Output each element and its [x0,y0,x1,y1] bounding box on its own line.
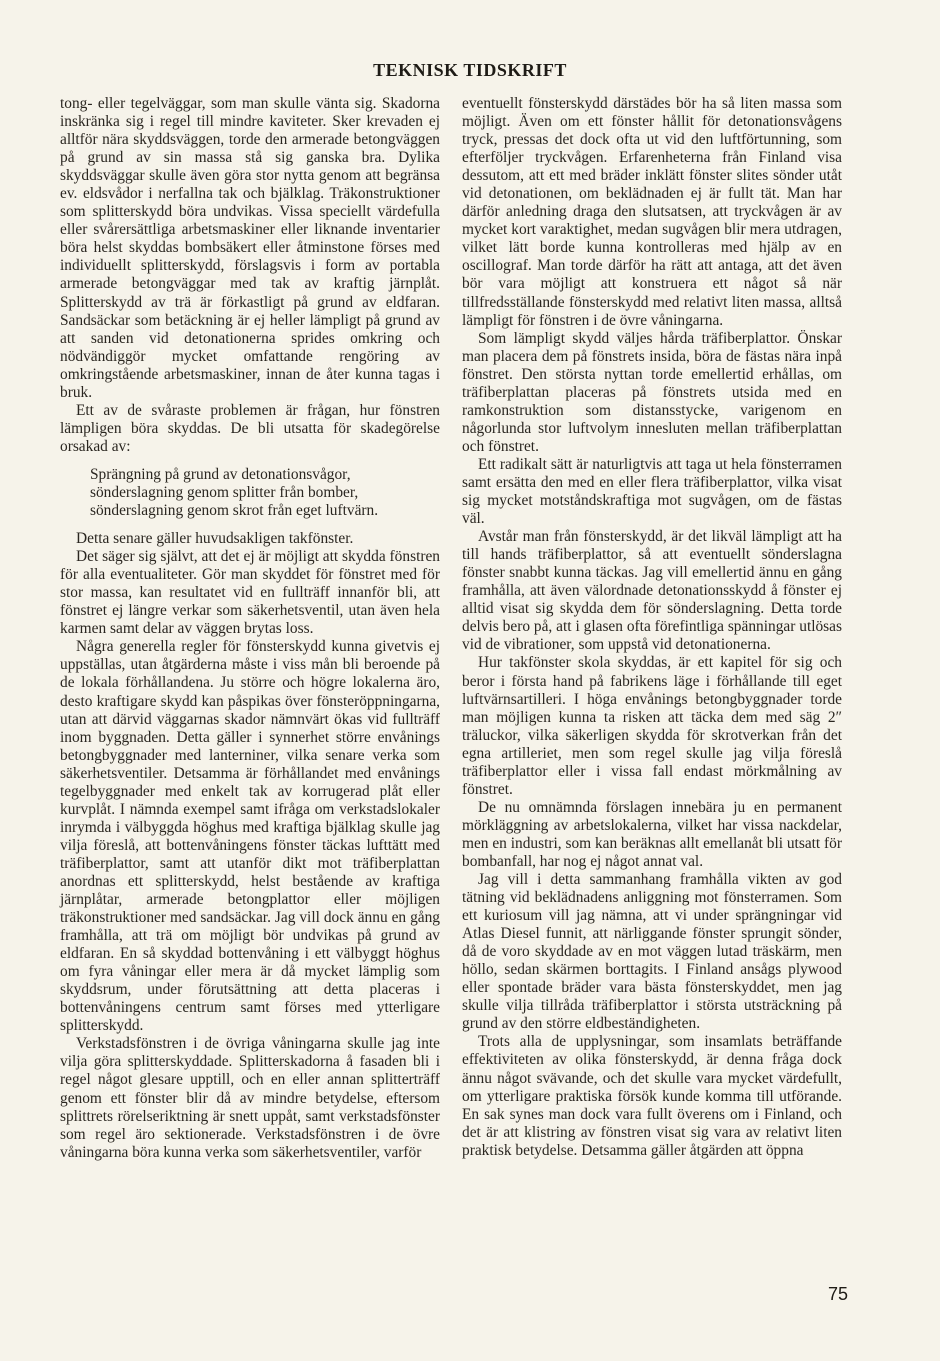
running-head [0,60,940,81]
left-column [60,95,440,1162]
paragraph: Trots alla de upplysningar, som insamlats beträffande effektiviteten av olika fönsterskydd, är denna fråga dock ännu något svävande, och det skulle vara mycket värdefullt, om ytterligare praktiska försök kunde komma till utförande. En sak synes man dock vara fullt överens om i Finland, och det är att klistring av fönstren visat sig vara av relativt liten praktisk betydelse. Detsamma gäller åtgärden att öppna [462,1033,842,1159]
blockquote [90,466,440,520]
quote-line: sönderslagning genom skrot från eget luftvärn. [90,502,379,520]
right-column [462,95,842,1160]
paragraph: Det säger sig självt, att det ej är möjligt att skydda fönstren för alla eventualiteter. Gör man skyddet för fönstret med för stor massa, kan resultatet vid en fullträff innanför bli, att fönstret ej längre verkar som säkerhetsventil, utan även hela karmen samt delar av väggen brytas loss. [60,548,440,638]
page-number: 75 [828,1284,849,1304]
paragraph: Detta senare gäller huvudsakligen takfönster. [76,530,354,548]
paragraph: Ett radikalt sätt är naturligtvis att taga ut hela fönsterramen samt ersätta den med en eller flera träfiberplattor, vilka visat sig mycket motståndskraftiga mot sugvågen, om de fästas väl. [462,455,842,528]
journal-title: TEKNISK TIDSKRIFT [373,60,567,80]
paragraph: Några generella regler för fönsterskydd kunna givetvis ej uppställas, utan åtgärderna måste i viss mån bli beroende på de lokala förhållandena. Ju större och högre lokalerna äro, desto kraftigare skydd kan påspikas över fönsteröppningarna, utan att därvid väggarnas skador nämnvärt ökas vid fullträff inom byggnaden. Detta gäller i synnerhet större envånings betongbyggnader med lanterniner, vilka senare verka som säkerhetsventiler. Detsamma är förhållandet med envånings tegelbyggnader med enkelt tak av korrugerad plåt eller kurvplåt. I nämnda exempel samt ifråga om verkstadslokaler inrymda i välbyggda höghus med kraftiga bjälklag skulle jag vilja föreslå, att bottenvåningens fönster täckas lufttätt med träfiberplattor, samt att utanför dikt mot träfiberplattan anordnas ett splitterskydd, helst bestående av kraftiga järnplåtar, armerade betongplattor eller möjligen träkonstruktioner med sandsäckar. Jag vill dock ännu en gång framhålla, att trä om möjligt bör undvikas på grund av eldfaran. En så skyddad bottenvåning i ett välbyggt höghus om fyra våningar eller mera är då mycket lämplig som skyddsrum, under förutsättning att detta placeras i bottenvåningens centrum samt förses med ytterligare splitterskydd. [60,638,440,1035]
paragraph: Jag vill i detta sammanhang framhålla vikten av god tätning vid beklädnadens anliggning mot fönsterramen. Som ett kuriosum vill jag nämna, att vi under sprängningar vid Atlas Diesel funnit, att närliggande fönster sprungit sönder, då de voro skyddade av en mot väggen lutad träskärm, men höllo, sedan skärmen borttagits. I Finland ansågs plywood eller spontade bräder vara bästa fönsterskyddet, men jag skulle vilja tillråda träfiberplattor i största utsträckning på grund av den större eldbeständigheten. [462,871,842,1033]
quote-line: Sprängning på grund av detonationsvågor, [90,465,351,483]
paragraph: De nu omnämnda förslagen innebära ju en permanent mörkläggning av arbetslokalerna, vilket har vissa nackdelar, men en industri, som kan beräknas allt emellanåt bli utsatt för bombanfall, har nog ej något annat val. [462,798,842,870]
quote-line: sönderslagning genom splitter från bomber, [90,483,359,501]
paragraph: Verkstadsfönstren i de övriga våningarna skulle jag inte vilja göra splitterskyddade. Splitterskadorna å fasaden bli i regel något glesare upptill, och en eller annan splitterträff genom ett fönster blir då av mindre betydelse, eftersom splittrets rörelseriktning är snett uppåt, samt verkstadsfönster som regel äro sektionerade. Verkstadsfönstren i de övre våningarna böra kunna verka som säkerhetsventiler, varför [60,1035,440,1161]
paragraph: Som lämpligt skydd väljes hårda träfiberplattor. Önskar man placera dem på fönstrets insida, böra de fästas nära inpå fönstret. Den största nyttan torde emellertid erhållas, om träfiberplattan placeras på fönstrets utsida med en ramkonstruktion som distansstycke, varigenom en någorlunda stor luftvolym innesluten mellan träfiberplattan och fönstret. [462,329,842,455]
paragraph: eventuellt fönsterskydd därstädes bör ha så liten massa som möjligt. Även om ett fönster hållit för detonationsvågens tryck, pressas det dock ofta ut vid den luftförtunning, som efterföljer tryckvågen. Erfarenheterna från Finland visa dessutom, att ett med bräder inklätt fönster slites sönder utåt vid detonationen, om beklädnaden ej är fullt tät. Man har därför anledning draga den slutsatsen, att tryckvågen är av mycket kort varaktighet, medan sugvågen blir mera utdragen, vilket lätt borde kunna kontrolleras med hjälp av en oscillograf. Man torde därför ha rätt att antaga, att det även bör vara möjligt att konstruera ett något så när tillfredsställande fönsterskydd med relativt liten massa, alltså lämpligt för fönstren i de övre våningarna. [462,95,842,329]
paragraph: Avstår man från fönsterskydd, är det likväl lämpligt att ha till hands träfiberplattor, så att eventuellt sönderslagna fönster snabbt kunna täckas. Jag vill emellertid ännu en gång framhålla, att även välordnade detonationsskydd å fönster ej alltid visat sig skydda dem för sönderslagning. Detta torde delvis bero på, att i glasen ofta förefintliga spänningar utlösas vid de vibrationer, som uppstå vid detonationerna. [462,528,842,654]
paragraph: Ett av de svåraste problemen är frågan, hur fönstren lämpligen böra skyddas. De bli utsatta för skadegörelse orsakad av: [60,401,440,455]
paragraph: tong- eller tegelväggar, som man skulle vänta sig. Skadorna inskränka sig i regel till mindre kaviteter. Sker krevaden ej alltför nära skyddsväggen, torde den armerade betongväggen på grund av sin massa stå sig ganska bra. Dylika skyddsväggar skulle även göra stor nytta genom att begränsa ev. eldsvådor i nerfallna tak och bjälklag. Träkonstruktioner som splitterskydd böra undvikas. Vissa speciellt värdefulla eller svårersättliga arbetsmaskiner eller liknande inventarier böra helst skyddas bombsäkert eller åtminstone förses med individuellt splitterskydd, förslagsvis i form av portabla armerade betongväggar med tak av kraftig järnplåt. Splitterskydd av trä är förkastligt på grund av eldfaran. Sandsäckar som betäckning är ej heller lämpligt på grund av att sanden vid detonationerna sprides omkring och nödvändiggör mycket omfattande rengöring av omkringstående arbetsmaskiner, innan de åter kunna tagas i bruk. [60,95,440,401]
paragraph: Hur takfönster skola skyddas, är ett kapitel för sig och beror i första hand på fabrikens läge i förhållande till eget luftvärnsartilleri. I höga envånings betongbyggnader torde man möjligen kunna ta risken att täcka dem med säg 2″ träluckor, vilka säkerligen skydda för skrotverkan från det egna artilleriet, men som regel skulle jag vilja föreslå träfiberplattor eller i vissa fall endast mörkmålning av fönstret. [462,654,842,798]
